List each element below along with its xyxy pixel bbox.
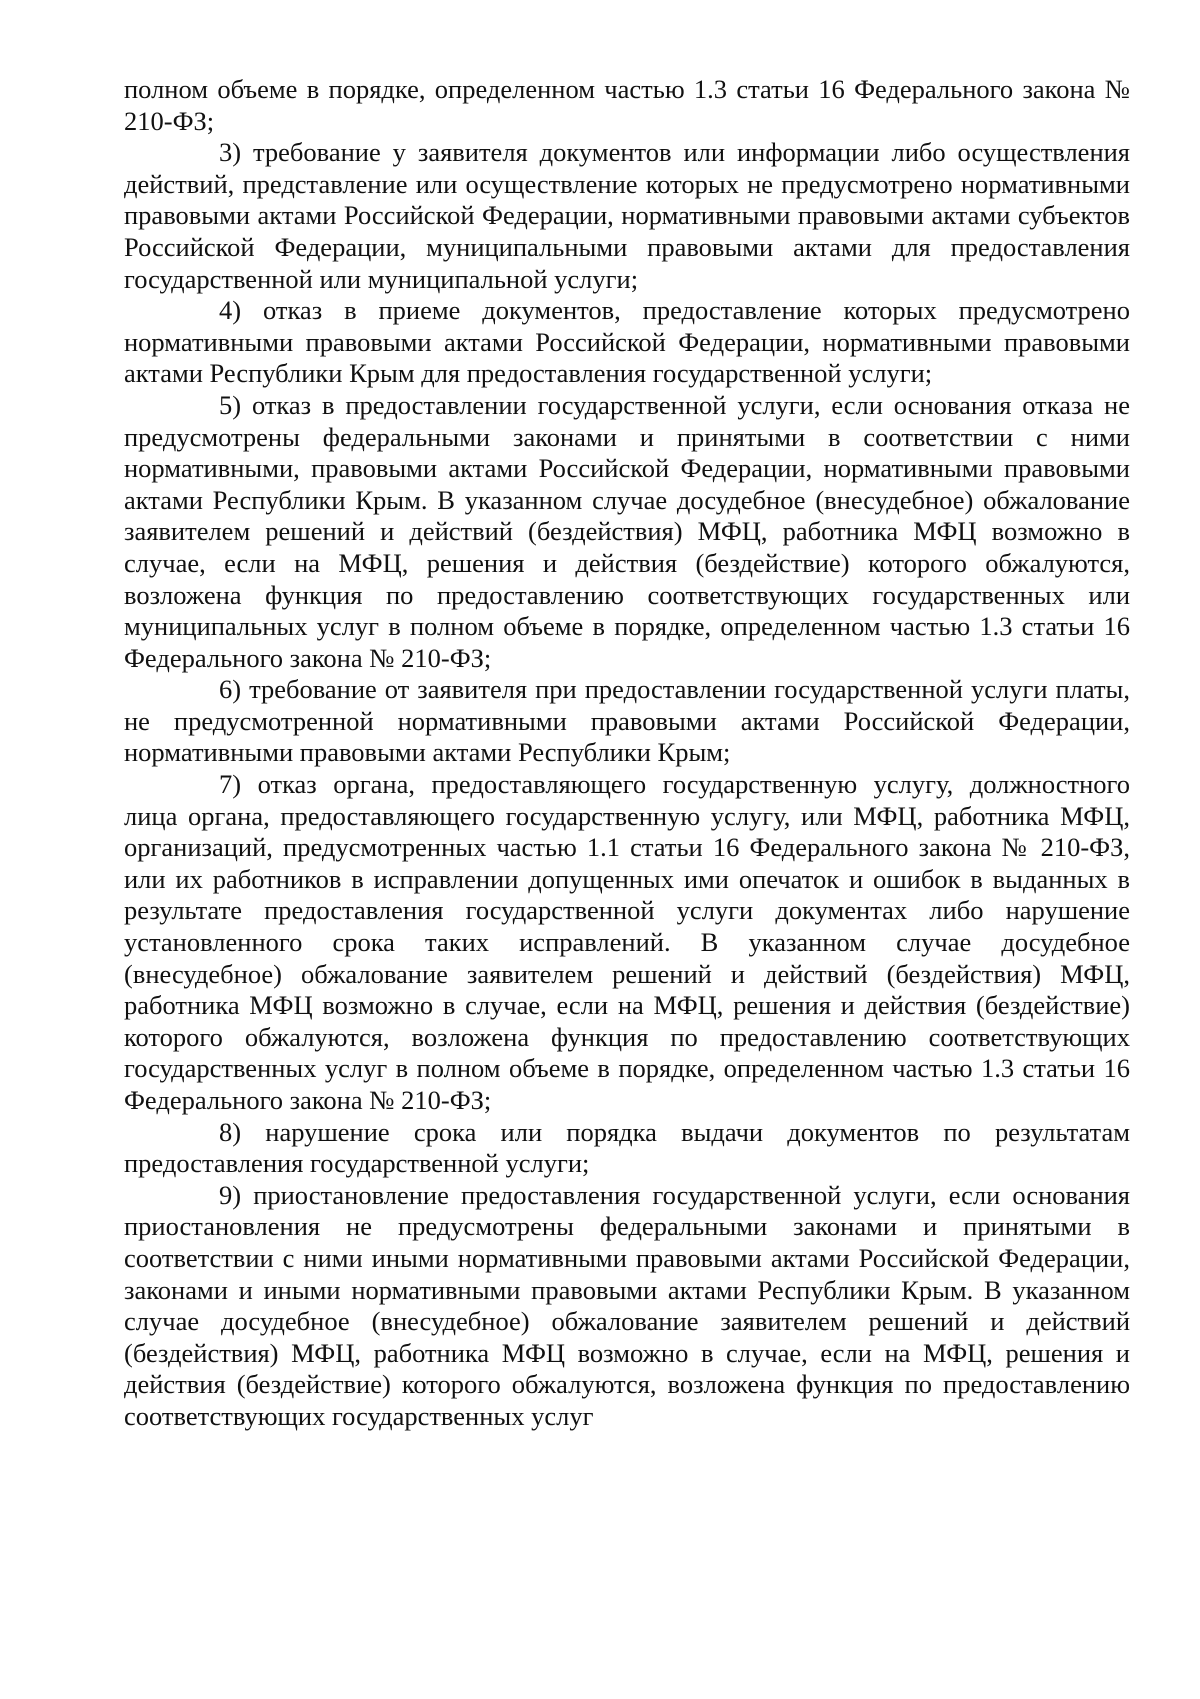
paragraph-continuation: полном объеме в порядке, определенном частью 1.3 статьи 16 Федерального закона № 210-ФЗ; — [124, 74, 1130, 136]
paragraph-item-8: 8) нарушение срока или порядка выдачи документов по результатам предоставления государственной услуги; — [124, 1116, 1130, 1179]
paragraph-item-4: 4) отказ в приеме документов, предоставление которых предусмотрено нормативными правовыми актами Российской Федерации, нормативными правовыми актами Республики Крым для предоставления государственной услуги; — [124, 295, 1130, 389]
paragraph-item-5: 5) отказ в предоставлении государственной услуги, если основания отказа не предусмотрены федеральными законами и принятыми в соответствии с ними нормативными, правовыми актами Российской Федерации, нормативными правовыми актами Республики Крым. В указанном случае досудебное (внесудебное) обжалование заявителем решений и действий (бездействия) МФЦ, работника МФЦ возможно в случае, если на МФЦ, решения и действия (бездействие) которого обжалуются, возложена функция по предоставлению соответствующих государственных или муниципальных услуг в полном объеме в порядке, определенном частью 1.3 статьи 16 Федерального закона № 210-ФЗ; — [124, 389, 1130, 673]
paragraph-item-3: 3) требование у заявителя документов или информации либо осуществления действий, представление или осуществление которых не предусмотрено нормативными правовыми актами Российской Федерации, нормативными правовыми актами субъектов Российской Федерации, муниципальными правовыми актами для предоставления государственной или муниципальной услуги; — [124, 137, 1130, 294]
paragraph-item-9: 9) приостановление предоставления государственной услуги, если основания приостановления не предусмотрены федеральными законами и принятыми в соответствии с ними иными нормативными правовыми актами Российской Федерации, законами и иными нормативными правовыми актами Республики Крым. В указанном случае досудебное (внесудебное) обжалование заявителем решений и действий (бездействия) МФЦ, работника МФЦ возможно в случае, если на МФЦ, решения и действия (бездействие) которого обжалуются, возложена функция по предоставлению соответствующих государственных услуг — [124, 1179, 1130, 1431]
paragraph-item-6: 6) требование от заявителя при предоставлении государственной услуги платы, не предусмотренной нормативными правовыми актами Российской Федерации, нормативными правовыми актами Республики Крым; — [124, 674, 1130, 768]
paragraph-item-7: 7) отказ органа, предоставляющего государственную услугу, должностного лица органа, предоставляющего государственную услугу, или МФЦ, работника МФЦ, организаций, предусмотренных частью 1.1 статьи 16 Федерального закона № 210-ФЗ, или их работников в исправлении допущенных ими опечаток и ошибок в выданных в результате предоставления государственной услуги документах либо нарушение установленного срока таких исправлений. В указанном случае досудебное (внесудебное) обжалование заявителем решений и действий (бездействия) МФЦ, работника МФЦ возможно в случае, если на МФЦ, решения и действия (бездействие) которого обжалуются, возложена функция по предоставлению соответствующих государственных услуг в полном объеме в порядке, определенном частью 1.3 статьи 16 Федерального закона № 210-ФЗ; — [124, 769, 1130, 1115]
document-page — [124, 74, 1130, 1433]
